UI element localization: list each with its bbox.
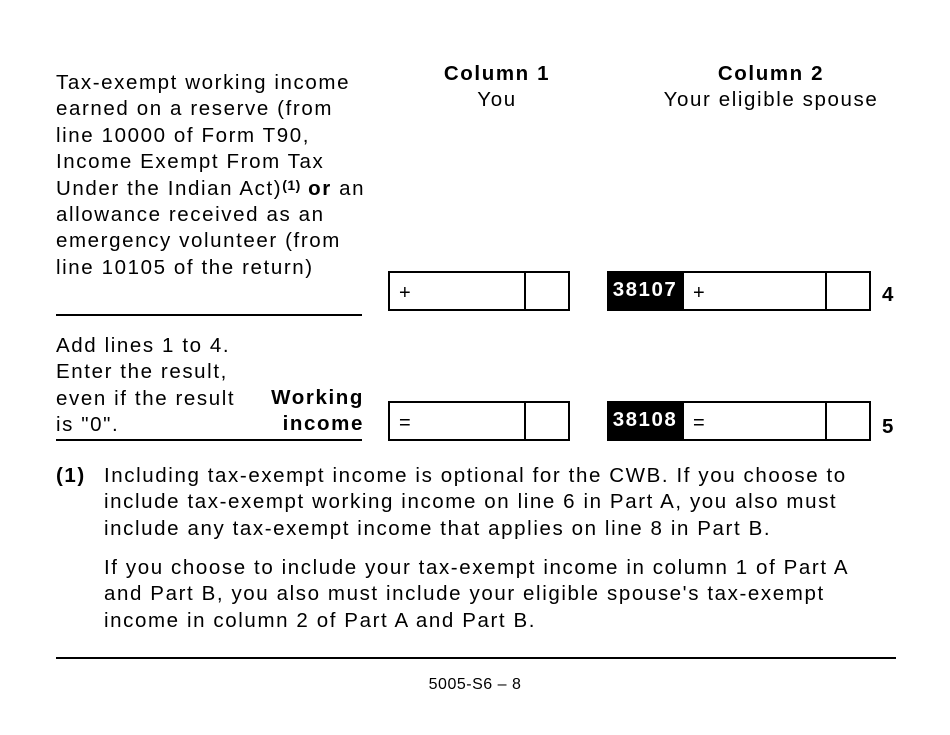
line-5-column-2-field[interactable] [682, 401, 871, 441]
cents-cell[interactable] [524, 273, 568, 309]
line-number-4: 4 [882, 283, 894, 306]
footnote-reference: (1) [282, 176, 301, 193]
footnote-paragraph-1: Including tax-exempt income is optional for the CWB. If you choose to include tax-exempt working income on line 6 in Part A, you also must include any tax-exempt income that applies on line 8 in Part B. [104, 464, 847, 540]
working-income-label [246, 385, 364, 438]
line-4-column-1-field[interactable] [388, 271, 570, 311]
column-1-title: Column 1 [443, 62, 551, 85]
line-5-description: Add lines 1 to 4. Enter the result, even if the result is "0". [56, 334, 236, 437]
footnote-paragraph-2: If you choose to include your tax-exempt income in column 1 of Part A and Part B, you also must include your eligible spouse's tax-exempt income in column 2 of Part A and Part B. [104, 556, 848, 632]
line-4-text-part1: Tax-exempt working income earned on a reserve (from line 10000 of Form T90, Income Exempt From Tax Under the Indian Act) [56, 71, 351, 200]
line-number-5: 5 [882, 415, 894, 438]
line-5-column-1-field[interactable] [388, 401, 570, 441]
line-4-column-2-field[interactable] [682, 271, 871, 311]
plus-operator: + [693, 282, 705, 304]
line-4-text-part2: an allowance received as an emergency volunteer (from line 10105 of the return) [56, 176, 366, 279]
column-2-title: Column 2 [717, 62, 825, 85]
page-number: 5005-S6 – 8 [428, 676, 522, 693]
equals-operator: = [693, 412, 705, 434]
column-1-subtitle: You [477, 88, 517, 111]
cents-cell[interactable] [524, 403, 568, 439]
line-code-38108: 38108 [607, 401, 683, 441]
working-income-label-line2: income [282, 412, 364, 436]
column-1-header [397, 61, 597, 113]
cents-cell[interactable] [825, 273, 869, 309]
line-code-38107: 38107 [607, 271, 683, 311]
line-4-divider [56, 314, 362, 316]
line-4-description [56, 70, 368, 281]
footnote-marker: (1) [56, 464, 86, 487]
working-income-label-line1: Working [271, 386, 364, 409]
plus-operator: + [399, 282, 411, 304]
equals-operator: = [399, 412, 411, 434]
or-keyword: or [308, 176, 332, 200]
line-5-divider [56, 439, 362, 441]
column-2-subtitle: Your eligible spouse [663, 88, 879, 111]
column-2-header [640, 61, 902, 113]
footer-divider [56, 657, 896, 659]
cents-cell[interactable] [825, 403, 869, 439]
